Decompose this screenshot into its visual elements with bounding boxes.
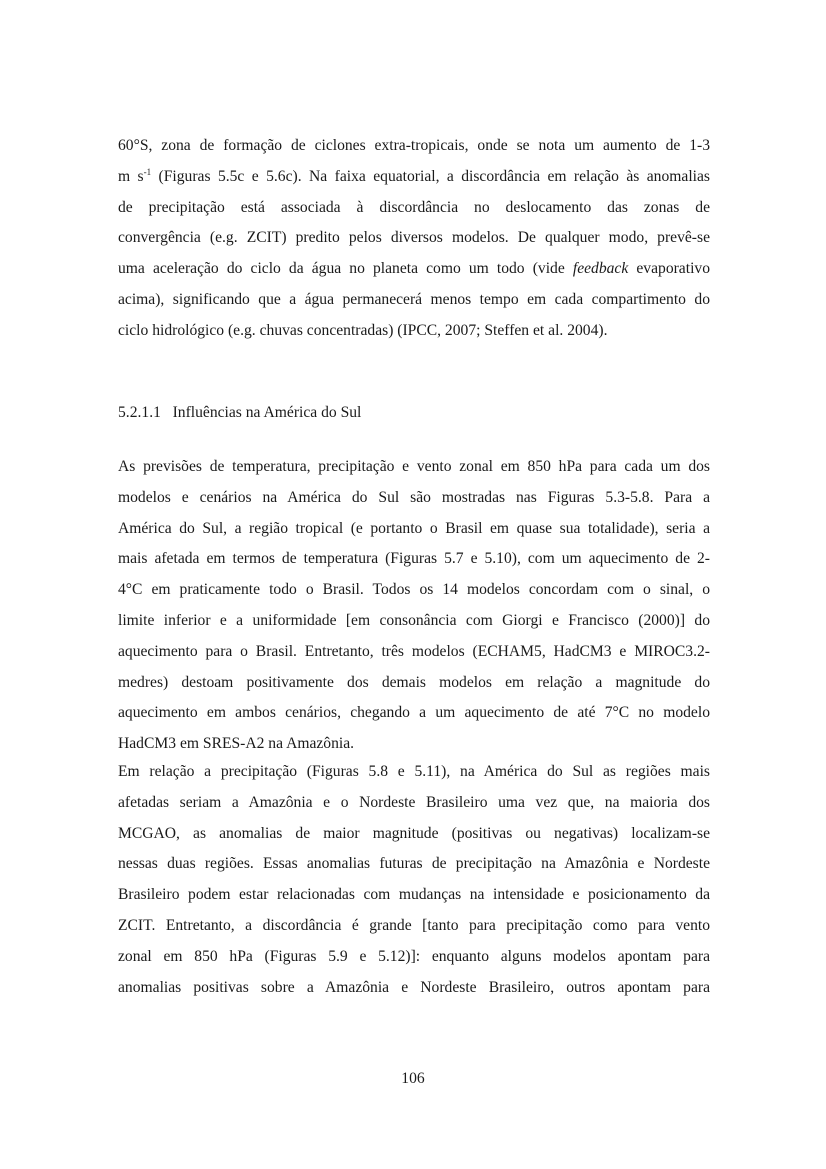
- text-line: ZCIT. Entretanto, a discordância é grande [tanto para precipitação como para vento: [118, 916, 710, 934]
- text-line: nessas duas regiões. Essas anomalias futuras de precipitação na Amazônia e Nordeste: [118, 855, 710, 873]
- text-line: medres) destoam positivamente dos demais modelos em relação a magnitude do: [118, 673, 710, 691]
- text-line: As previsões de temperatura, precipitação e vento zonal em 850 hPa para cada um dos: [118, 458, 710, 475]
- paragraph-precipitation: [118, 757, 710, 1003]
- page-number: 106: [401, 1070, 425, 1087]
- text-line: zonal em 850 hPa (Figuras 5.9 e 5.12)]: enquanto alguns modelos apontam para: [118, 947, 710, 965]
- text-line: aquecimento para o Brasil. Entretanto, três modelos (ECHAM5, HadCM3 e MIROC3.2-: [118, 642, 710, 660]
- text-line: MCGAO, as anomalias de maior magnitude (positivas ou negativas) localizam-se: [118, 824, 710, 842]
- section-title: Influências na América do Sul: [172, 404, 362, 421]
- superscript: -1: [143, 166, 152, 177]
- text-line: afetadas seriam a Amazônia e o Nordeste Brasileiro uma vez que, na maioria dos: [118, 793, 710, 811]
- text-line: ciclo hidrológico (e.g. chuvas concentradas) (IPCC, 2007; Steffen et al. 2004).: [118, 321, 608, 339]
- section-heading: [118, 398, 710, 429]
- text-fragment: (Figuras 5.5c e 5.6c). Na faixa equatorial, a discordância em relação às anomalias: [151, 167, 710, 185]
- text-line: América do Sul, a região tropical (e portanto o Brasil em quase sua totalidade), seria a: [118, 519, 710, 537]
- text-line: aquecimento em ambos cenários, chegando a um aquecimento de até 7°C no modelo: [118, 704, 710, 722]
- text-line: 4°C em praticamente todo o Brasil. Todos os 14 modelos concordam com o sinal, o: [118, 581, 710, 599]
- text-line: modelos e cenários na América do Sul são mostradas nas Figuras 5.3-5.8. Para a: [118, 488, 710, 506]
- section-number: 5.2.1.1: [118, 404, 161, 421]
- text-line: [118, 254, 710, 285]
- text-line: convergência (e.g. ZCIT) predito pelos diversos modelos. De qualquer modo, prevê-se: [118, 229, 710, 247]
- text-line: mais afetada em termos de temperatura (Figuras 5.7 e 5.10), com um aquecimento de 2-: [118, 550, 710, 568]
- heading-line: [118, 398, 710, 429]
- text-line: Brasileiro podem estar relacionadas com mudanças na intensidade e posicionamento da: [118, 886, 710, 904]
- text-line: HadCM3 em SRES-A2 na Amazônia.: [118, 735, 355, 753]
- text-line: de precipitação está associada à discordância no deslocamento das zonas de: [118, 198, 710, 216]
- text-fragment: m s: [118, 167, 144, 185]
- text-fragment: uma aceleração do ciclo da água no planeta como um todo (vide: [118, 260, 573, 278]
- text-line: acima), significando que a água permanecerá menos tempo em cada compartimento do: [118, 290, 710, 308]
- text-fragment: evaporativo: [628, 260, 710, 278]
- text-line: anomalias positivas sobre a Amazônia e Nordeste Brasileiro, outros apontam para: [118, 978, 710, 996]
- paragraph-temperature: [118, 452, 710, 760]
- text-line: 60°S, zona de formação de ciclones extra-tropicais, onde se nota um aumento de 1-3: [118, 137, 710, 154]
- italic-term: feedback: [572, 260, 629, 278]
- paragraph-ocean-atmosphere: [118, 131, 710, 347]
- text-line: Em relação a precipitação (Figuras 5.8 e 5.11), na América do Sul as regiões mais: [118, 763, 710, 780]
- text-line: [118, 162, 710, 193]
- text-line: limite inferior e a uniformidade [em consonância com Giorgi e Francisco (2000)] do: [118, 611, 710, 629]
